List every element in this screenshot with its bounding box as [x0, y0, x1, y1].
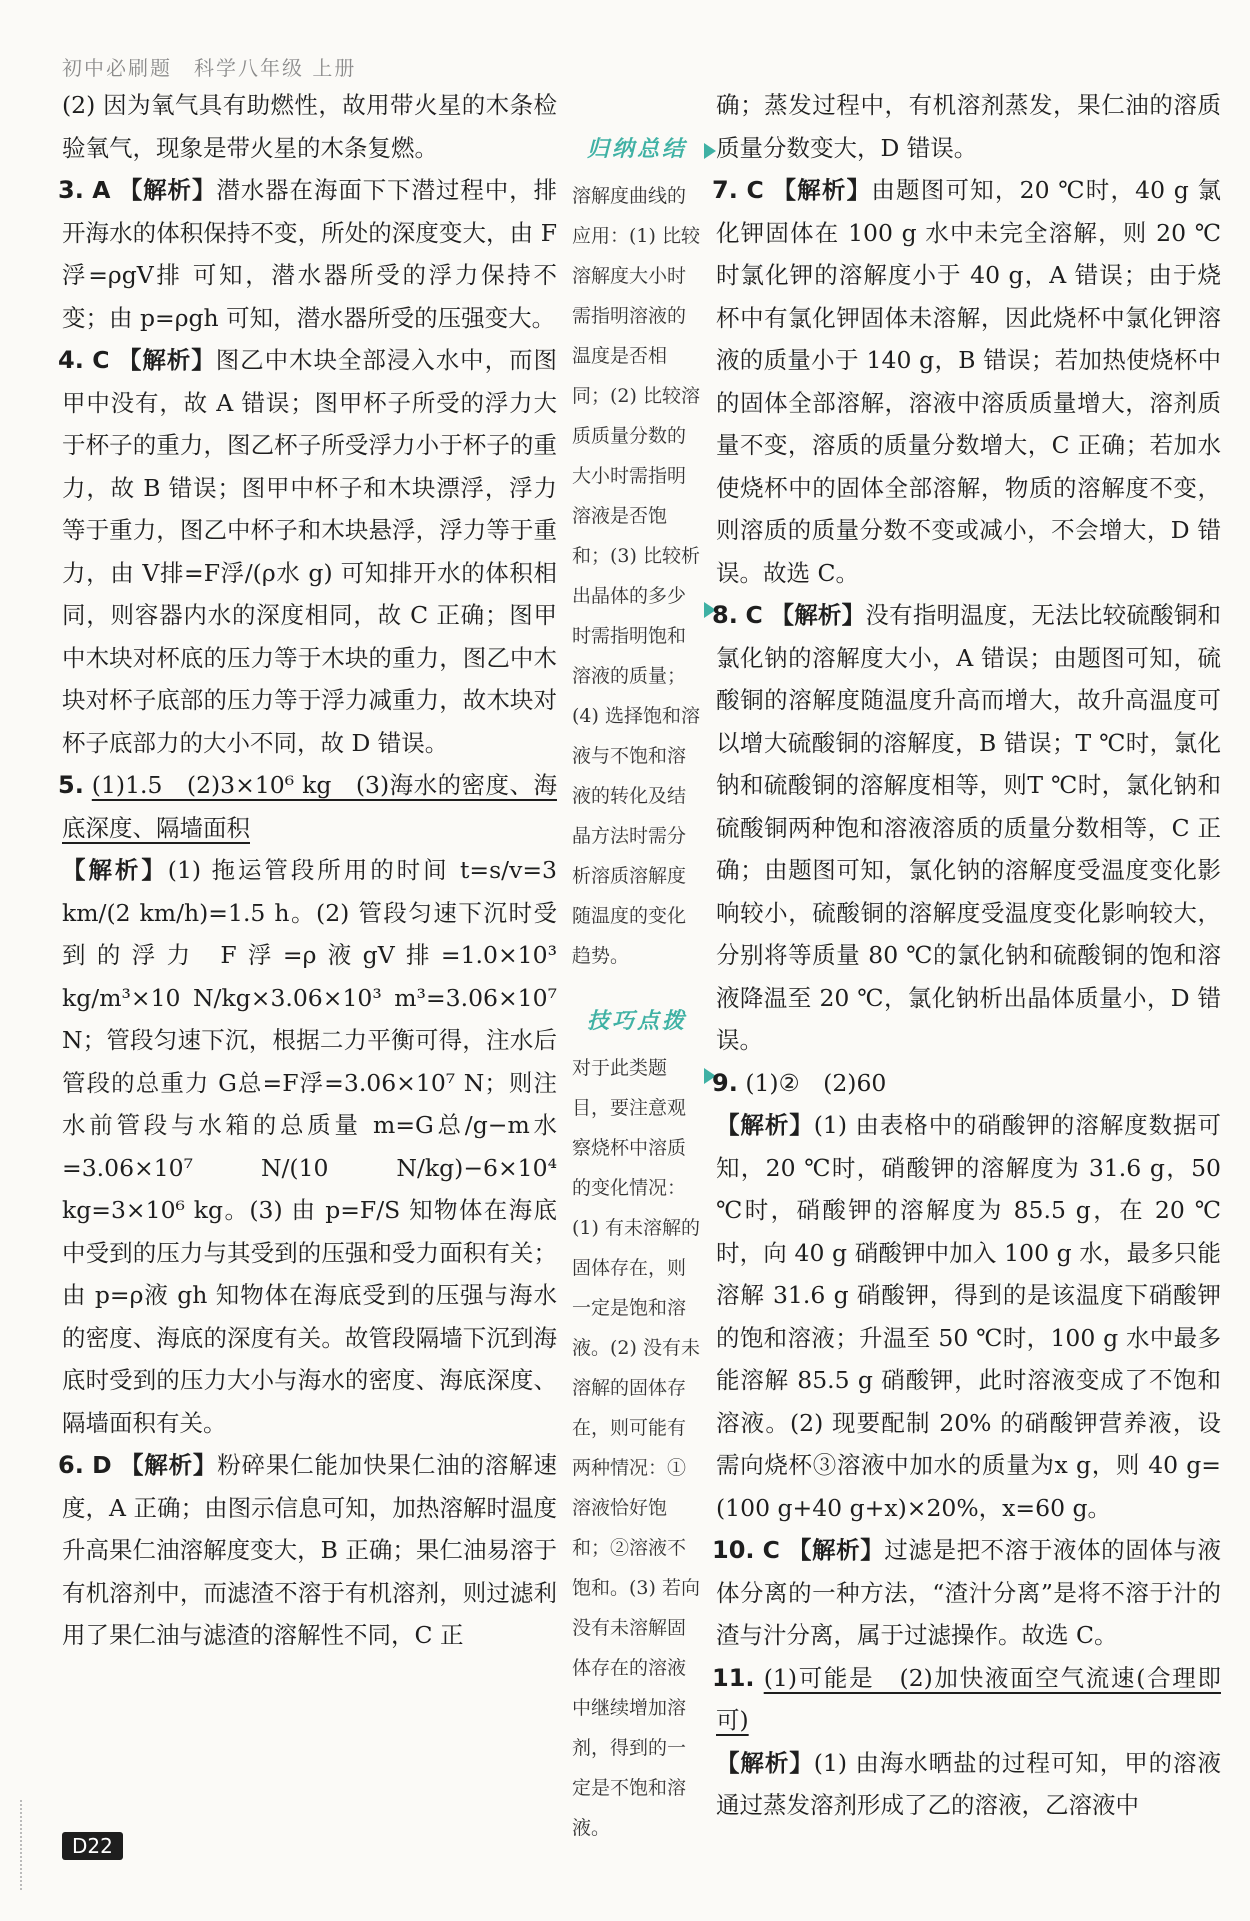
analysis-tag: 【解析】 [716, 1748, 814, 1777]
analysis-tag: 【解析】 [119, 1451, 218, 1479]
answer-item-8 [712, 594, 1221, 1062]
item-number: 7. [712, 176, 738, 204]
summary-title: 归纳总结 [586, 137, 687, 162]
answer-item-6 [58, 1444, 557, 1657]
right-column [712, 84, 1222, 1827]
item-number: 11. [712, 1663, 755, 1692]
item-explanation: (1) 由表格中的硝酸钾的溶解度数据可知，20 ℃时，硝酸钾的溶解度为 31.6 g，50 ℃时，硝酸钾的溶解度为 85.5 g，在 20 ℃时，向 40 g 硝酸钾中加入 100 g 水，最多只能溶解 31.6 g 硝酸钾，得到的是该温度下硝酸钾的饱和溶液；升温至 50 ℃时，100 g 水中最多能溶解 85.5 g 硝酸钾，此时溶液变成了不饱和溶液。(2) 现要配制 20% 的硝酸钾营养液，设需向烧杯③溶液中加水的质量为x g，则 40 g=(100 g+40 g+x)×20%，x=60 g。 [716, 1111, 1221, 1522]
analysis-tag: 【解析】 [716, 1111, 814, 1139]
item-number: 9. [712, 1068, 738, 1097]
analysis-tag: 【解析】 [772, 176, 872, 204]
item-number: 10. [712, 1536, 755, 1564]
item-number: 3. [58, 176, 84, 204]
analysis-item-5 [62, 849, 557, 1444]
analysis-tag: 【解析】 [118, 176, 217, 204]
page-header: 初中必刷题 科学八年级 上册 [62, 56, 357, 80]
item-explanation: (1) 拖运管段所用的时间 t=s/v=3 km/(2 km/h)=1.5 h。(2) 管段匀速下沉时受到的浮力 F浮=ρ液gV排=1.0×10³ kg/m³×10 N/kg×3.06×10³ m³=3.06×10⁷ N；管段匀速下沉，根据二力平衡可得，注水后管段的总重力 G总=F浮=3.06×10⁷ N；则注水前管段与水箱的总质量 m=G总/g−m水=3.06×10⁷ N/(10 N/kg)−6×10⁴ kg=3×10⁶ kg。(3) 由 p=F/S 知物体在海底中受到的压力与其受到的压强和受力面积有关；由 p=ρ液 gh 知物体在海底受到的压强与海水的密度、海底的深度有关。故管段隔墙下沉到海底时受到的压力大小与海水的密度、海底深度、隔墙面积有关。 [62, 856, 557, 1437]
item-answer: C [762, 1536, 780, 1564]
left-column [58, 84, 558, 1657]
sidebar-notes [572, 130, 702, 1874]
answer-item-9 [712, 1062, 1221, 1105]
analysis-tag: 【解析】 [62, 856, 168, 884]
item-answer: A [92, 176, 111, 204]
item-explanation: (1) 由海水晒盐的过程可知，甲的溶液通过蒸发溶剂形成了乙的溶液，乙溶液中 [716, 1748, 1221, 1819]
item-number: 5. [58, 771, 84, 799]
continued-paragraph: 确；蒸发过程中，有机溶剂蒸发，果仁油的溶质质量分数变大，D 错误。 [716, 91, 1221, 162]
analysis-item-11 [716, 1742, 1221, 1827]
page-number: D22 [62, 1832, 123, 1860]
item-explanation: 潜水器在海面下下潜过程中，排开海水的体积保持不变，所处的深度变大，由 F浮=ρgV排 可知，潜水器所受的浮力保持不变；由 p=ρgh 可知，潜水器所受的压强变大。 [62, 176, 558, 332]
item-explanation: 过滤是把不溶于液体的固体与液体分离的一种方法，“渣汁分离”是将不溶于汁的渣与汁分离，属于过滤操作。故选 C。 [716, 1536, 1222, 1649]
item-explanation: 由题图可知，20 ℃时，40 g 氯化钾固体在 100 g 水中未完全溶解，则 20 ℃时氯化钾的溶解度小于 40 g，A 错误；由于烧杯中有氯化钾固体未溶解，因此烧杯中氯化钾溶液的质量小于 140 g，B 错误；若加热使烧杯中的固体全部溶解，溶液中溶质质量增大，溶剂质量不变，溶质的质量分数增大，C 正确；若加水使烧杯中的固体全部溶解，物质的溶解度不变，则溶质的质量分数不变或减小，不会增大，D 错误。故选 C。 [716, 176, 1221, 587]
answer-item-5 [58, 764, 557, 849]
analysis-tag: 【解析】 [787, 1536, 885, 1564]
margin-dots [20, 1800, 62, 1890]
analysis-item-9 [716, 1104, 1221, 1529]
analysis-tag: 【解析】 [117, 346, 216, 374]
item-answer: C [746, 176, 764, 204]
analysis-tag: 【解析】 [770, 601, 866, 629]
item-number: 8. [712, 601, 738, 629]
tips-text: 对于此类题目，要注意观察烧杯中溶质的变化情况：(1) 有未溶解的固体存在，则一定是饱和溶液。(2) 没有未溶解的固体存在，则可能有两种情况：①溶液恰好饱和；②溶液不饱和。(3) 若向没有未溶解固体存在的溶液中继续增加溶剂，得到的一定是不饱和溶液。 [572, 1057, 700, 1839]
answer-item-4 [58, 339, 557, 764]
summary-text: 溶解度曲线的应用：(1) 比较溶解度大小时需指明溶液的温度是否相同；(2) 比较溶质质量分数的大小时需指明溶液是否饱和；(3) 比较析出晶体的多少时需指明饱和溶液的质量；(4) 选择饱和溶液与不饱和溶液的转化及结晶方法时需分析溶质溶解度随温度的变化趋势。 [572, 185, 700, 967]
tips-box [572, 1002, 702, 1848]
intro-paragraph: (2) 因为氧气具有助燃性，故用带火星的木条检验氧气，现象是带火星的木条复燃。 [62, 91, 557, 162]
answer-item-11 [712, 1657, 1221, 1742]
item-answer: (1)可能是 (2)加快液面空气流速(合理即可) [716, 1663, 1221, 1734]
item-answer: D [92, 1451, 112, 1479]
answer-item-7 [712, 169, 1221, 594]
item-answer: (1)② (2)60 [745, 1068, 887, 1097]
item-answer: C [92, 346, 110, 374]
pointer-arrow-icon [704, 143, 716, 159]
item-number: 6. [58, 1451, 84, 1479]
item-explanation: 图乙中木块全部浸入水中，而图甲中没有，故 A 错误；图甲杯子所受的浮力大于杯子的重力，图乙杯子所受浮力小于杯子的重力，故 B 错误；图甲中杯子和木块漂浮，浮力等于重力，图乙中杯子和木块悬浮，浮力等于重力，由 V排=F浮/(ρ水 g) 可知排开水的体积相同，则容器内水的深度相同，故 C 正确；图甲中木块对杯底的压力等于木块的重力，图乙中木块对杯子底部的压力等于浮力减重力，故木块对杯子底部力的大小不同，故 D 错误。 [62, 346, 557, 757]
item-explanation: 粉碎果仁能加快果仁油的溶解速度，A 正确；由图示信息可知，加热溶解时温度升高果仁油溶解度变大，B 正确；果仁油易溶于有机溶剂中，而滤渣不溶于有机溶剂，则过滤利用了果仁油与滤渣的溶解性不同，C 正 [62, 1451, 557, 1649]
summary-box [572, 130, 702, 976]
item-number: 4. [58, 346, 84, 374]
item-answer: (1)1.5 (2)3×10⁶ kg (3)海水的密度、海底深度、隔墙面积 [62, 771, 557, 842]
tips-title: 技巧点拨 [586, 1009, 687, 1034]
item-explanation: 没有指明温度，无法比较硫酸铜和氯化钠的溶解度大小，A 错误；由题图可知，硫酸铜的溶解度随温度升高而增大，故升高温度可以增大硫酸铜的溶解度，B 错误；T ℃时，氯化钠和硫酸铜的溶解度相等，则T ℃时，氯化钠和硫酸铜两种饱和溶液溶质的质量分数相等，C 正确；由题图可知，氯化钠的溶解度受温度变化影响较小，硫酸铜的溶解度受温度变化影响较大，分别将等质量 80 ℃的氯化钠和硫酸铜的饱和溶液降温至 20 ℃，氯化钠析出晶体质量小，D 错误。 [716, 601, 1221, 1054]
answer-item-10 [712, 1529, 1222, 1657]
answer-item-3 [58, 169, 558, 339]
item-answer: C [745, 601, 763, 629]
